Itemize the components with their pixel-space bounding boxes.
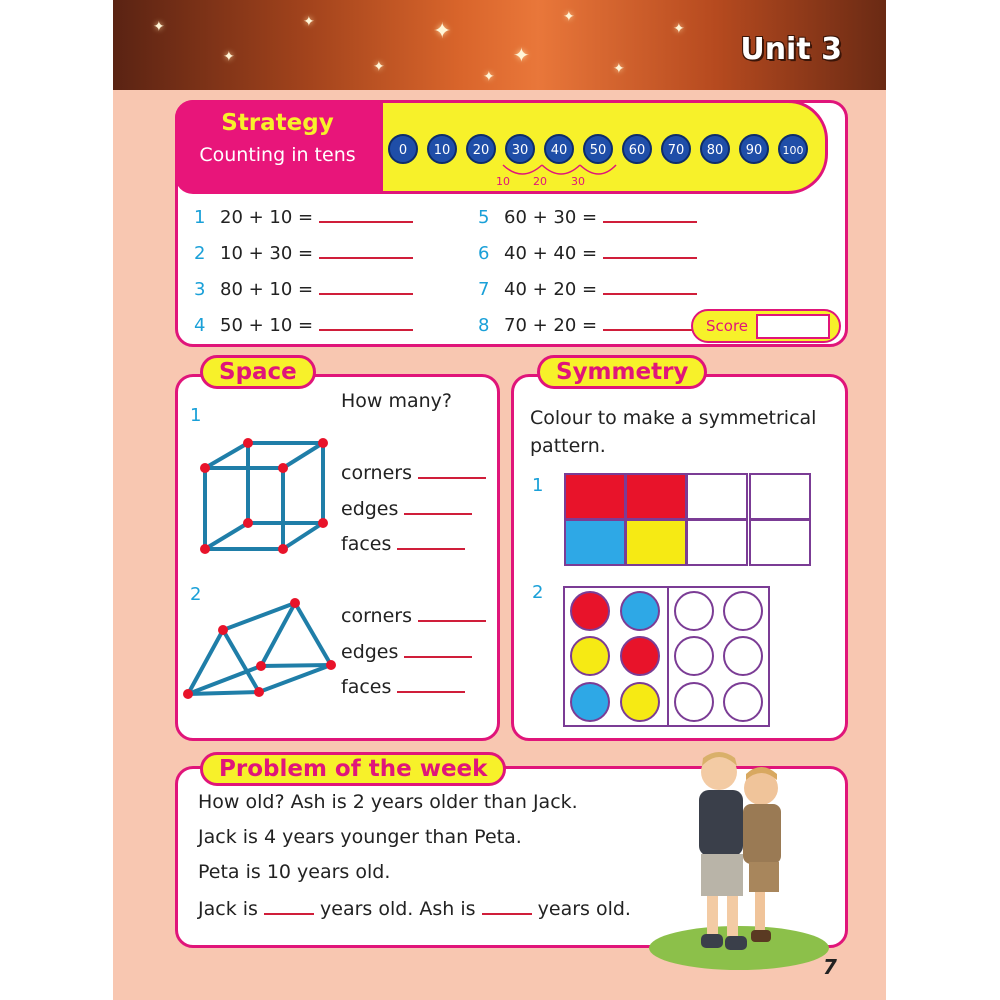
- workbook-page: [113, 0, 886, 1000]
- number-line-circle: 20: [466, 134, 496, 164]
- sparkle-icon: ✦: [153, 19, 165, 35]
- circle-grid: [563, 586, 770, 727]
- symmetry-instruction: Colour to make a symmetrical: [530, 407, 817, 429]
- space-title: Space: [200, 355, 316, 389]
- question-number: 8: [478, 315, 490, 336]
- circle-blank[interactable]: [723, 682, 763, 722]
- sparkle-icon: ✦: [563, 9, 575, 25]
- sparkle-icon: ✦: [483, 69, 495, 85]
- header-banner: [113, 0, 886, 90]
- answer-blank[interactable]: [319, 221, 413, 223]
- faces-label: faces: [341, 533, 465, 555]
- strategy-heading-box: [175, 100, 380, 194]
- grid-cell-yellow: [625, 519, 687, 566]
- cube-frame-image: [193, 429, 343, 559]
- jump-label: 20: [533, 175, 547, 188]
- question-number: 3: [194, 279, 206, 300]
- number-line-circle: 100: [778, 134, 808, 164]
- score-input[interactable]: [756, 314, 830, 339]
- problem-title: Problem of the week: [200, 752, 506, 786]
- jump-label: 10: [496, 175, 510, 188]
- grid-cell-red: [564, 473, 626, 520]
- answer-blank[interactable]: [418, 620, 486, 622]
- question-number: 5: [478, 207, 490, 228]
- number-line-circle: 90: [739, 134, 769, 164]
- edges-label: edges: [341, 498, 472, 520]
- answer-blank[interactable]: [603, 257, 697, 259]
- grid-cell-blue: [564, 519, 626, 566]
- question-number: 2: [194, 243, 206, 264]
- answer-blank[interactable]: [319, 293, 413, 295]
- faces-label: faces: [341, 676, 465, 698]
- question-number: 1: [190, 405, 202, 426]
- sparkle-icon: ✦: [673, 21, 685, 37]
- question-row: [478, 207, 697, 228]
- question-row: [478, 279, 697, 300]
- question-row: [194, 207, 413, 228]
- circle-blue: [620, 591, 660, 631]
- sparkle-icon: ✦: [433, 19, 452, 44]
- question-number: 6: [478, 243, 490, 264]
- question-number: 1: [194, 207, 206, 228]
- edges-label: edges: [341, 641, 472, 663]
- symmetry-instruction: pattern.: [530, 435, 606, 457]
- number-line-circle: 30: [505, 134, 535, 164]
- problem-line: Jack is 4 years younger than Peta.: [198, 826, 522, 848]
- answer-blank[interactable]: [603, 293, 697, 295]
- grid-cell-blank[interactable]: [749, 519, 811, 566]
- corners-label: corners: [341, 462, 486, 484]
- question-expression: 10 + 30 =: [220, 243, 314, 264]
- strategy-title: Strategy: [221, 110, 334, 136]
- ash-age-blank[interactable]: [482, 913, 532, 915]
- answer-blank[interactable]: [319, 257, 413, 259]
- answer-blank[interactable]: [418, 477, 486, 479]
- symmetry-title: Symmetry: [537, 355, 707, 389]
- question-expression: 20 + 10 =: [220, 207, 314, 228]
- problem-answer-line: Jack is years old. Ash is years old.: [198, 898, 631, 920]
- strategy-panel: [175, 100, 848, 347]
- answer-blank[interactable]: [404, 656, 472, 658]
- answer-blank[interactable]: [319, 329, 413, 331]
- sparkle-icon: ✦: [613, 61, 625, 77]
- page-number: 7: [823, 955, 837, 979]
- circle-yellow: [620, 682, 660, 722]
- question-row: [194, 243, 413, 264]
- score-label: Score: [706, 317, 749, 335]
- number-line-circle: 10: [427, 134, 457, 164]
- unit-title: Unit 3: [740, 32, 842, 67]
- circle-blank[interactable]: [674, 591, 714, 631]
- space-prompt: How many?: [341, 390, 453, 412]
- grid-cell-blank[interactable]: [686, 473, 748, 520]
- circle-red: [620, 636, 660, 676]
- question-row: [194, 279, 413, 300]
- number-line-circle: 70: [661, 134, 691, 164]
- prism-frame-image: [183, 597, 343, 702]
- question-row: [478, 243, 697, 264]
- circle-blank[interactable]: [674, 636, 714, 676]
- question-number: 2: [190, 584, 202, 605]
- problem-line: Peta is 10 years old.: [198, 861, 391, 883]
- question-expression: 50 + 10 =: [220, 315, 314, 336]
- question-expression: 60 + 30 =: [504, 207, 598, 228]
- answer-blank[interactable]: [603, 221, 697, 223]
- question-expression: 70 + 20 =: [504, 315, 598, 336]
- question-number: 7: [478, 279, 490, 300]
- sparkle-icon: ✦: [303, 14, 315, 30]
- sparkle-icon: ✦: [373, 59, 385, 75]
- number-line-circle: 60: [622, 134, 652, 164]
- grid-cell-blank[interactable]: [749, 473, 811, 520]
- question-expression: 40 + 20 =: [504, 279, 598, 300]
- circle-blank[interactable]: [674, 682, 714, 722]
- question-row: [478, 315, 697, 336]
- question-number: 2: [532, 582, 544, 603]
- number-line-circle: 80: [700, 134, 730, 164]
- question-number: 4: [194, 315, 206, 336]
- number-line-circle: 50: [583, 134, 613, 164]
- number-line-circle: 40: [544, 134, 574, 164]
- corners-label: corners: [341, 605, 486, 627]
- grid-cell-red: [625, 473, 687, 520]
- circle-blue: [570, 682, 610, 722]
- answer-blank[interactable]: [397, 691, 465, 693]
- answer-blank[interactable]: [397, 548, 465, 550]
- jack-age-blank[interactable]: [264, 913, 314, 915]
- circle-blank[interactable]: [723, 636, 763, 676]
- sparkle-icon: ✦: [223, 49, 235, 65]
- jump-label: 30: [571, 175, 585, 188]
- circle-blank[interactable]: [723, 591, 763, 631]
- question-expression: 40 + 40 =: [504, 243, 598, 264]
- boys-photo: [601, 740, 831, 980]
- jump-arcs: [498, 161, 618, 185]
- sparkle-icon: ✦: [513, 43, 530, 67]
- question-row: [194, 315, 413, 336]
- circle-yellow: [570, 636, 610, 676]
- symmetry-panel: [511, 374, 848, 741]
- score-box: [691, 309, 841, 343]
- mirror-line: [667, 588, 669, 725]
- grid-cell-blank[interactable]: [686, 519, 748, 566]
- answer-blank[interactable]: [404, 513, 472, 515]
- problem-line: How old? Ash is 2 years older than Jack.: [198, 791, 578, 813]
- number-line-circle: 0: [388, 134, 418, 164]
- answer-blank[interactable]: [603, 329, 697, 331]
- question-expression: 80 + 10 =: [220, 279, 314, 300]
- circle-red: [570, 591, 610, 631]
- question-number: 1: [532, 475, 544, 496]
- strategy-subtitle: Counting in tens: [199, 144, 356, 166]
- space-panel: [175, 374, 500, 741]
